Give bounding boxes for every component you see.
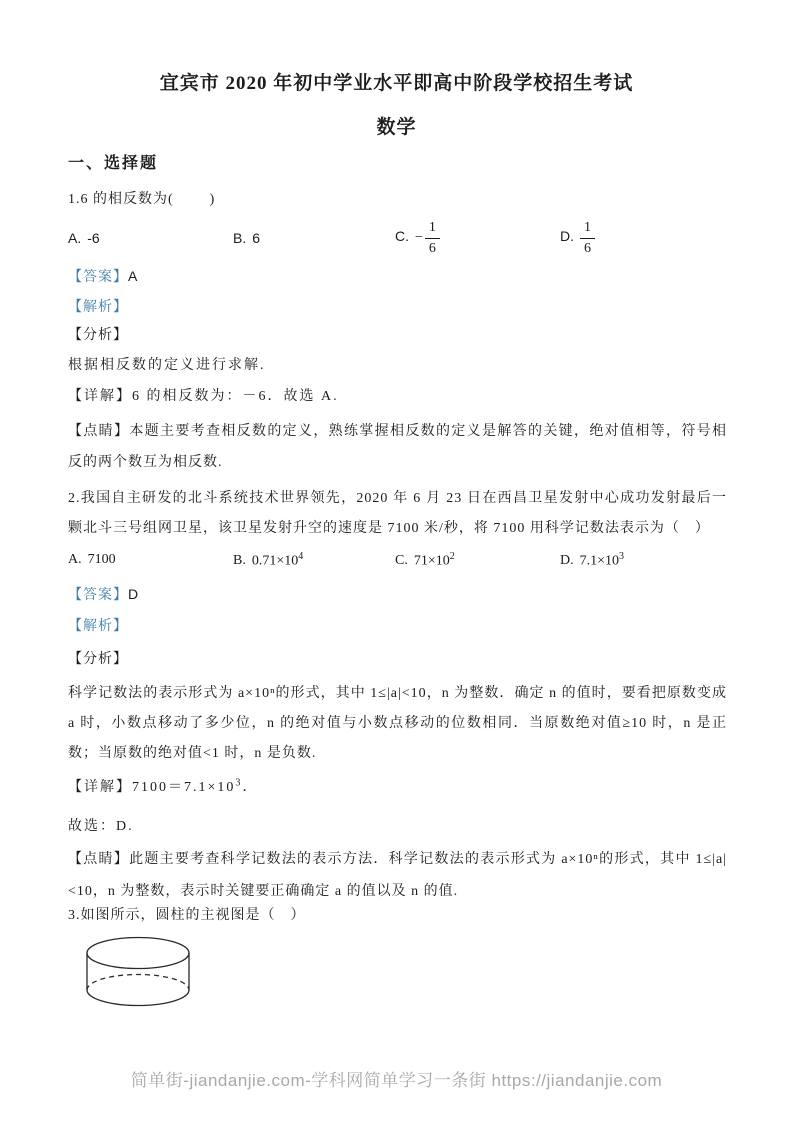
watermark-footer: 简单街-jiandanjie.com-学科网简单学习一条街 https://jiandanjie.com <box>130 1071 663 1090</box>
cylinder-figure <box>75 932 215 1020</box>
q1-option-a: A. -6 <box>68 230 100 246</box>
section-heading-choice: 一、选择题 <box>68 155 159 172</box>
question-2-stem: 2.我国自主研发的北斗系统技术世界领先，2020 年 6 月 23 日在西昌卫星发射中心成功发射最后一颗北斗三号组网卫星，该卫星发射升空的速度是 7100 米/秒，将 7100 用科学记数法表示为（ ） <box>68 491 727 536</box>
q1-xiangjie-text: 【详解】6 的相反数为：－6．故选 A. <box>68 389 339 404</box>
q2-fenxi-label: 【分析】 <box>68 652 128 667</box>
fraction-one-sixth: $\frac{1}{6}$ <box>425 220 440 256</box>
question-1-stem: 1.6 的相反数为( ) <box>68 192 216 207</box>
q1-option-c: C. − $\frac{1}{6}$ <box>395 220 560 256</box>
exam-subject-title: 数学 <box>376 117 417 138</box>
q2-answer-line <box>68 584 727 604</box>
q2-option-b: B. $0.71\times 10^4$ <box>233 550 304 569</box>
exam-title: 宜宾市 2020 年初中学业水平即高中阶段学校招生考试 <box>159 73 634 94</box>
question-1-options <box>68 218 753 258</box>
q1-fenxi-label: 【分析】 <box>68 328 128 343</box>
q2-analysis-text: 科学记数法的表示形式为 a×10ⁿ的形式，其中 1≤|a|<10，n 为整数．确定 n 的值时，要看把原数变成 a 时，小数点移动了多少位，n 的绝对值与小数点移动的位数相同．当原数绝对值≥10 时，n 是正数；当原数的绝对值<1 时，n 是负数. <box>68 686 732 761</box>
q2-jiexi-label: 【解析】 <box>68 619 128 634</box>
q2-option-a: A. 7100 <box>68 552 116 567</box>
q2-option-d: D. $7.1\times 10^3$ <box>560 550 625 569</box>
answer-value: A <box>128 268 139 284</box>
q1-option-d: D. $\frac{1}{6}$ <box>560 220 753 256</box>
fraction-one-sixth: $\frac{1}{6}$ <box>580 220 595 256</box>
answer-label: 【答案】 <box>68 588 128 603</box>
q2-option-c: C. $71\times 10^2$ <box>395 550 455 569</box>
question-2-options <box>68 548 753 572</box>
q1-analysis-text: 根据相反数的定义进行求解. <box>68 358 266 373</box>
minus-sign: − <box>415 230 423 246</box>
q1-jiexi-label: 【解析】 <box>68 300 128 315</box>
answer-label: 【答案】 <box>68 270 128 285</box>
q1-answer-line <box>68 266 727 286</box>
q2-dianjing-text: 【点睛】此题主要考查科学记数法的表示方法．科学记数法的表示形式为 a×10ⁿ的形式，其中 1≤|a|<10，n 为整数，表示时关键要正确确定 a 的值以及 n 的值. <box>68 852 727 899</box>
cylinder-drawing <box>75 932 215 1020</box>
answer-value: D <box>128 586 140 602</box>
q1-option-b: B. 6 <box>233 230 261 246</box>
q2-guxuan-text: 故选：D. <box>68 819 134 834</box>
question-3-stem: 3.如图所示，圆柱的主视图是（ ） <box>68 908 306 923</box>
q2-xiangjie-text: 【详解】$7100=7.1\times 10^3$． <box>68 777 259 795</box>
q1-dianjing-text: 【点睛】本题主要考查相反数的定义，熟练掌握相反数的定义是解答的关键，绝对值相等，符号相反的两个数互为相反数. <box>68 424 727 470</box>
